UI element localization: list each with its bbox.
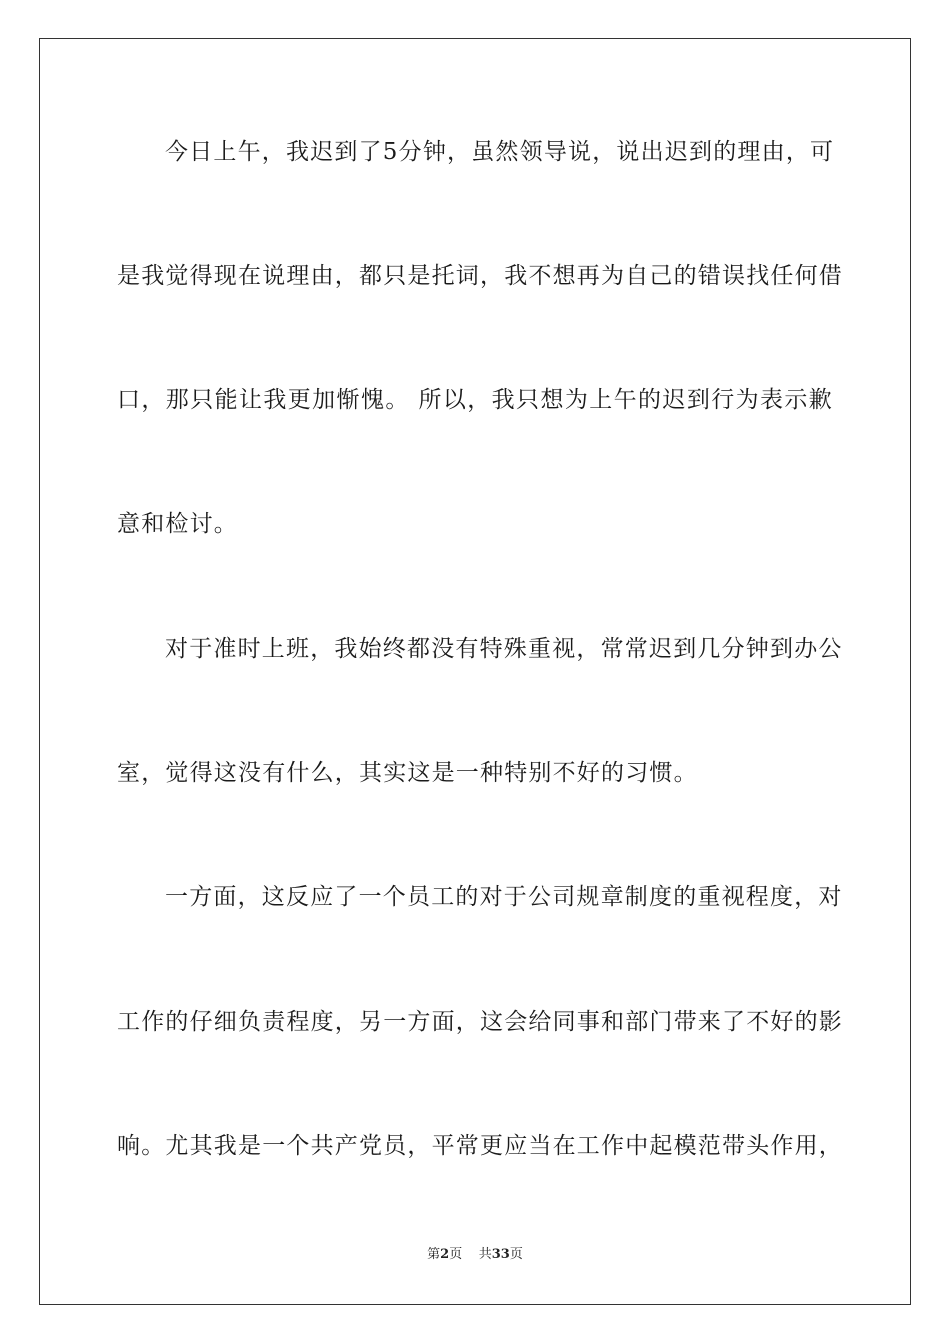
text-line-7: 一方面，这反应了一个员工的对于公司规章制度的重视程度，对 [165, 884, 843, 910]
page-frame [39, 38, 911, 1305]
total-prefix: 共 [478, 1247, 492, 1262]
text-line-9: 响。尤其我是一个共产党员，平常更应当在工作中起模范带头作用， [117, 1133, 843, 1159]
text-line-6: 室，觉得这没有什么，其实这是一种特别不好的习惯。 [117, 760, 698, 786]
text-line-5: 对于准时上班，我始终都没有特殊重视，常常迟到几分钟到办公 [165, 636, 843, 662]
page-suffix: 页 [449, 1247, 463, 1262]
text-line-4: 意和检讨。 [117, 511, 238, 537]
text-line-2: 是我觉得现在说理由，都只是托词，我不想再为自己的错误找任何借 [117, 263, 843, 289]
total-pages: 33 [491, 1247, 510, 1262]
page-prefix: 第 [427, 1247, 441, 1262]
page-footer [0, 1246, 950, 1264]
total-suffix: 页 [509, 1247, 523, 1262]
page-number: 2 [440, 1247, 450, 1262]
text-line-3: 口，那只能让我更加惭愧。 所以，我只想为上午的迟到行为表示歉 [117, 387, 833, 413]
text-line-1: 今日上午，我迟到了5分钟，虽然领导说，说出迟到的理由，可 [165, 139, 835, 165]
text-line-8: 工作的仔细负责程度，另一方面，这会给同事和部门带来了不好的影 [117, 1009, 843, 1035]
